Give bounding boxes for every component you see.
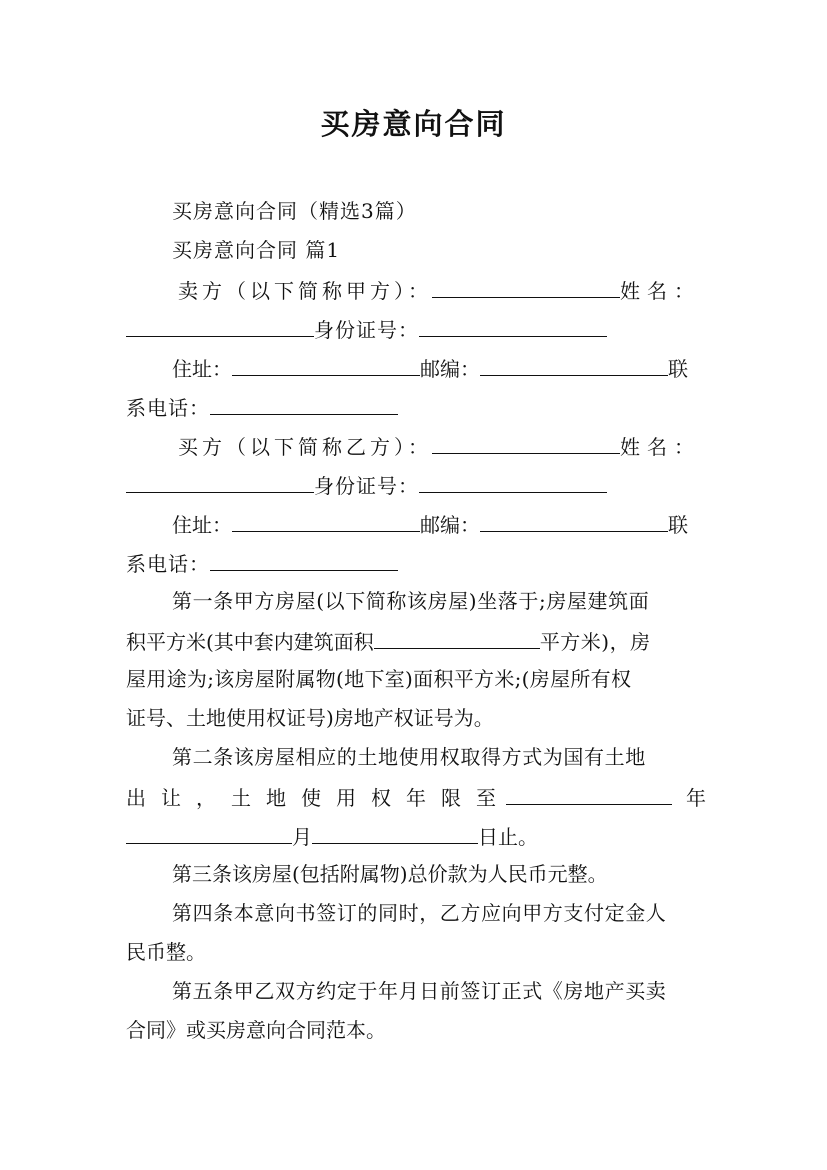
article1-line4: 证号、土地使用权证号)房地产权证号为。	[126, 706, 494, 730]
seller-address-label: 住址：	[172, 357, 232, 381]
buyer-address-line	[172, 511, 688, 537]
article2-line2b: 年	[686, 786, 706, 810]
article1-line3: 屋用途为;该房屋附属物(地下室)面积平方米;(房屋所有权	[126, 667, 632, 691]
buyer-label: 买方（以下简称乙方）：	[178, 435, 432, 459]
buyer-id-label: 身份证号：	[314, 474, 419, 498]
article4-line1: 第四条本意向书签订的同时，乙方应向甲方支付定金人	[172, 901, 667, 925]
buyer-id-blank	[419, 472, 607, 493]
article1-line1: 第一条甲方房屋(以下简称该房屋)坐落于;房屋建筑面	[172, 589, 650, 613]
article2-line1: 第二条该房屋相应的土地使用权取得方式为国有土地	[172, 745, 646, 769]
article1-line2a: 积平方米(其中套内建筑面积	[126, 630, 374, 654]
seller-phone-line	[126, 394, 398, 420]
buyer-postcode-label: 邮编：	[420, 513, 480, 537]
article2-line2a: 出让，土地使用权年限至	[126, 786, 511, 810]
seller-phone-blank	[210, 394, 398, 415]
seller-name-label: 姓名：	[620, 279, 701, 303]
seller-blank	[432, 277, 620, 298]
buyer-address-blank	[232, 511, 420, 532]
seller-address-blank	[232, 355, 420, 376]
seller-postcode-label: 邮编：	[420, 357, 480, 381]
buyer-phone-label: 系电话：	[126, 552, 210, 576]
seller-name-id-line	[126, 316, 607, 342]
article2-line3	[126, 823, 538, 849]
buyer-name-blank	[126, 472, 314, 493]
buyer-blank	[432, 433, 620, 454]
inner-area-blank	[374, 628, 540, 649]
seller-id-blank	[419, 316, 607, 337]
document-title: 买房意向合同	[320, 107, 507, 141]
buyer-address-label: 住址：	[172, 513, 232, 537]
article2-line3a: 月	[292, 825, 312, 849]
article4-line2: 民币整。	[126, 940, 206, 964]
seller-postcode-blank	[480, 355, 668, 376]
seller-name-blank	[126, 316, 314, 337]
buyer-name-id-line	[126, 472, 607, 498]
article1-line2b: 平方米)，房	[539, 630, 651, 654]
subtitle: 买房意向合同（精选3篇）	[172, 199, 417, 223]
buyer-name-label: 姓名：	[620, 435, 701, 459]
seller-contact-label: 联	[668, 357, 688, 381]
article1-line2	[126, 628, 651, 654]
buyer-contact-label: 联	[668, 513, 688, 537]
seller-line	[178, 277, 701, 303]
seller-id-label: 身份证号：	[314, 318, 419, 342]
article2-line2	[126, 784, 706, 810]
section-heading: 买房意向合同 篇1	[172, 238, 341, 262]
term-year-blank	[506, 784, 672, 805]
term-day-blank	[312, 823, 478, 844]
buyer-postcode-blank	[480, 511, 668, 532]
article2-line3b: 日止。	[478, 825, 538, 849]
buyer-phone-line	[126, 550, 398, 576]
term-month-blank	[126, 823, 292, 844]
seller-address-line	[172, 355, 688, 381]
buyer-line	[178, 433, 701, 459]
buyer-phone-blank	[210, 550, 398, 571]
article3: 第三条该房屋(包括附属物)总价款为人民币元整。	[172, 862, 608, 886]
article5-line1: 第五条甲乙双方约定于年月日前签订正式《房地产买卖	[172, 979, 667, 1003]
seller-phone-label: 系电话：	[126, 396, 210, 420]
seller-label: 卖方（以下简称甲方）：	[178, 279, 432, 303]
article5-line2: 合同》或买房意向合同范本。	[126, 1018, 386, 1042]
